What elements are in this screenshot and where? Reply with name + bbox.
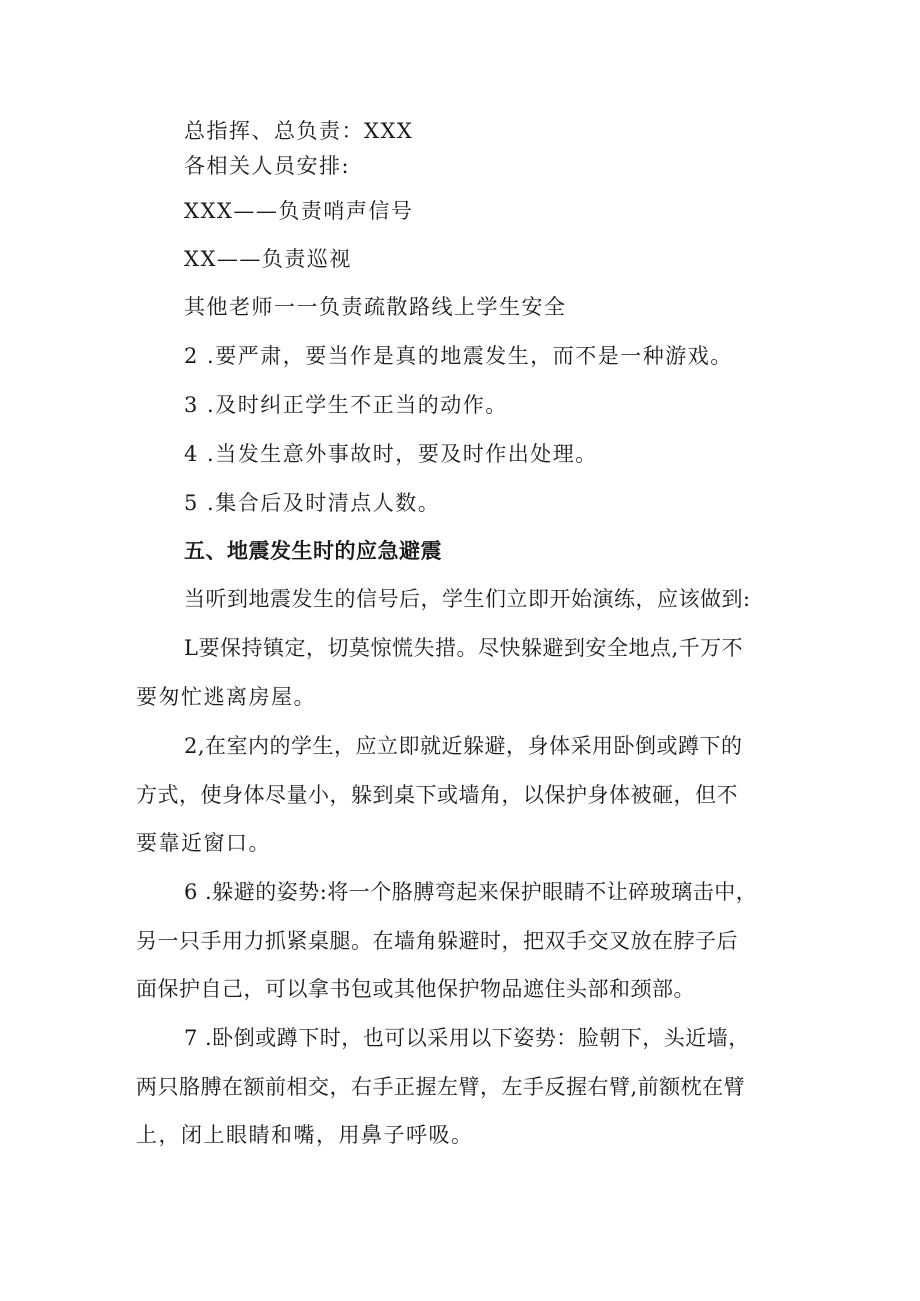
section-heading-5: 五、地震发生时的应急避震 xyxy=(184,539,442,563)
text-line-item-3: 3 .及时纠正学生不正当的动作。 xyxy=(184,393,508,417)
text-line-other-teachers: 其他老师一一负责疏散路线上学生安全 xyxy=(184,295,567,319)
text-line-step-l-2: 要匆忙逃离房屋。 xyxy=(136,685,316,709)
text-line-step-6-3: 面保护自己，可以拿书包或其他保护物品遮住头部和颈部。 xyxy=(136,977,695,1001)
text-line-step-2-3: 要靠近窗口。 xyxy=(136,831,271,855)
text-line-step-2-1: 2,在室内的学生，应立即就近躲避，身体采用卧倒或蹲下的 xyxy=(184,734,743,758)
text-line-commander: 总指挥、总负责：XXX xyxy=(184,119,414,143)
text-line-step-7-2: 两只胳膊在额前相交，右手正握左臂，左手反握右臂,前额枕在臂 xyxy=(136,1075,746,1099)
text-line-step-2-2: 方式，使身体尽量小，躲到桌下或墙角，以保护身体被砸，但不 xyxy=(136,783,738,807)
text-line-item-2: 2 .要严肃，要当作是真的地震发生，而不是一种游戏。 xyxy=(184,344,733,368)
text-line-item-4: 4 .当发生意外事故时，要及时作出处理。 xyxy=(184,442,598,466)
text-line-whistle-signal: XXX——负责哨声信号 xyxy=(184,199,414,223)
text-line-step-6-1: 6 .躲避的姿势:将一个胳膊弯起来保护眼睛不让碎玻璃击中， xyxy=(184,880,758,904)
text-line-patrol: XX——负责巡视 xyxy=(184,247,352,271)
text-line-staff-arrangement: 各相关人员安排: xyxy=(184,154,351,178)
text-line-intro: 当听到地震发生的信号后，学生们立即开始演练，应该做到: xyxy=(184,587,751,611)
text-line-step-6-2: 另一只手用力抓紧桌腿。在墙角躲避时，把双手交叉放在脖子后 xyxy=(136,929,738,953)
text-line-step-7-1: 7 .卧倒或蹲下时，也可以采用以下姿势：脸朝下，头近墙， xyxy=(184,1026,750,1050)
text-line-step-l-1: L要保持镇定，切莫惊慌失措。尽快躲避到安全地点,千万不 xyxy=(184,636,744,660)
text-line-step-7-3: 上，闭上眼睛和嘴，用鼻子呼吸。 xyxy=(136,1123,474,1147)
text-line-item-5: 5 .集合后及时清点人数。 xyxy=(184,491,441,515)
